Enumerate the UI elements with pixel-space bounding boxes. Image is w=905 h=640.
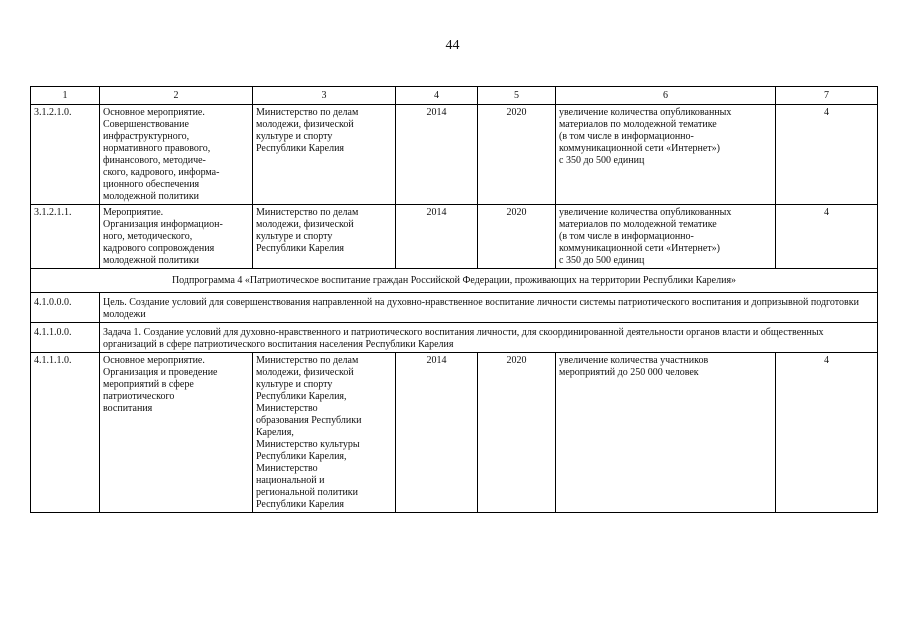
table-header-row (31, 87, 878, 105)
row-name-line: патриотического (103, 391, 175, 402)
table-row (31, 353, 878, 513)
row-executor-line: Республики Карелия (256, 143, 345, 154)
row-name-line: воспитания (103, 403, 153, 414)
row-end-year: 2020 (478, 105, 556, 205)
row-name-line: нормативного правового, (103, 143, 211, 154)
goal-row (31, 293, 878, 323)
row-executor-line: молодежи, физической (256, 119, 354, 130)
row-name-line: ского, кадрового, информа- (103, 167, 220, 178)
column-header: 5 (478, 87, 556, 105)
row-executor-line: Министерство культуры (256, 439, 360, 450)
row-result-line: (в том числе в информационно- (559, 231, 694, 242)
row-name-line: Основное мероприятие. (103, 107, 205, 118)
row-name-line: Мероприятие. (103, 207, 164, 218)
row-name-line: ционного обеспечения (103, 179, 200, 190)
row-result-line: с 350 до 500 единиц (559, 155, 645, 166)
row-link: 4 (776, 205, 878, 269)
row-executor-line: Карелия, (256, 427, 294, 438)
page-number: 44 (445, 38, 460, 53)
row-executor-line: Республики Карелия (256, 499, 345, 510)
row-name-line: инфраструктурного, (103, 131, 190, 142)
subprogram-title: Подпрограмма 4 «Патриотическое воспитание граждан Российской Федерации, проживающих на территории Республики Карелия» (31, 269, 878, 293)
column-header: 2 (100, 87, 253, 105)
row-executor-line: Республики Карелия, (256, 451, 347, 462)
row-result-line: материалов по молодежной тематике (559, 119, 717, 130)
row-name-line: молодежной политики (103, 191, 200, 202)
row-name (100, 205, 253, 269)
row-result-line: с 350 до 500 единиц (559, 255, 645, 266)
row-executor-line: Министерство (256, 463, 318, 474)
column-header: 7 (776, 87, 878, 105)
table-row (31, 105, 878, 205)
row-name-line: Организация и проведение (103, 367, 218, 378)
row-executor-line: культуре и спорту (256, 379, 333, 390)
row-code: 3.1.2.1.0. (31, 105, 100, 205)
row-result (556, 205, 776, 269)
row-start-year: 2014 (396, 105, 478, 205)
row-result-line: увеличение количества опубликованных (559, 207, 732, 218)
row-executor-line: Министерство (256, 403, 318, 414)
row-name-line: кадрового сопровождения (103, 243, 215, 254)
row-executor-line: Министерство по делам (256, 207, 359, 218)
task-text: Задача 1. Создание условий для духовно-нравственного и патриотического воспитания личности, для скоординированной деятельности органов власти и общественных организаций в сфере патриотического воспитания населения Республики Карелия (100, 323, 878, 353)
column-header: 4 (396, 87, 478, 105)
row-code: 4.1.1.0.0. (31, 323, 100, 353)
row-executor-line: культуре и спорту (256, 131, 333, 142)
row-result-line: увеличение количества участников (559, 355, 709, 366)
column-header: 1 (31, 87, 100, 105)
row-name (100, 353, 253, 513)
row-result-line: увеличение количества опубликованных (559, 107, 732, 118)
row-code: 4.1.1.1.0. (31, 353, 100, 513)
row-result (556, 353, 776, 513)
row-executor-line: образования Республики (256, 415, 362, 426)
row-executor (253, 353, 396, 513)
row-link: 4 (776, 105, 878, 205)
column-header: 3 (253, 87, 396, 105)
row-executor-line: национальной и (256, 475, 325, 486)
row-executor-line: молодежи, физической (256, 367, 354, 378)
row-executor-line: региональной политики (256, 487, 359, 498)
row-result-line: коммуникационной сети «Интернет») (559, 243, 721, 254)
row-name-line: Организация информацион- (103, 219, 223, 230)
goal-text: Цель. Создание условий для совершенствования направленной на духовно-нравственное воспитание личности системы патриотического воспитания и допризывной подготовки молодежи (100, 293, 878, 323)
row-link: 4 (776, 353, 878, 513)
row-executor (253, 205, 396, 269)
subprogram-row (31, 269, 878, 293)
column-header: 6 (556, 87, 776, 105)
row-executor-line: Министерство по делам (256, 355, 359, 366)
row-name-line: Совершенствование (103, 119, 189, 130)
row-name-line: мероприятий в сфере (103, 379, 194, 390)
task-row (31, 323, 878, 353)
row-result-line: (в том числе в информационно- (559, 131, 694, 142)
table-row (31, 205, 878, 269)
row-name (100, 105, 253, 205)
row-executor-line: Министерство по делам (256, 107, 359, 118)
row-executor-line: культуре и спорту (256, 231, 333, 242)
program-table (30, 86, 878, 513)
row-name-line: финансового, методиче- (103, 155, 206, 166)
row-code: 4.1.0.0.0. (31, 293, 100, 323)
row-result-line: коммуникационной сети «Интернет») (559, 143, 721, 154)
row-name-line: молодежной политики (103, 255, 200, 266)
row-name-line: Основное мероприятие. (103, 355, 205, 366)
row-result (556, 105, 776, 205)
row-end-year: 2020 (478, 353, 556, 513)
row-executor-line: Республики Карелия, (256, 391, 347, 402)
row-start-year: 2014 (396, 353, 478, 513)
row-executor-line: молодежи, физической (256, 219, 354, 230)
row-executor-line: Республики Карелия (256, 243, 345, 254)
row-executor (253, 105, 396, 205)
row-code: 3.1.2.1.1. (31, 205, 100, 269)
row-result-line: мероприятий до 250 000 человек (559, 367, 699, 378)
row-name-line: ного, методического, (103, 231, 193, 242)
row-end-year: 2020 (478, 205, 556, 269)
row-result-line: материалов по молодежной тематике (559, 219, 717, 230)
row-start-year: 2014 (396, 205, 478, 269)
